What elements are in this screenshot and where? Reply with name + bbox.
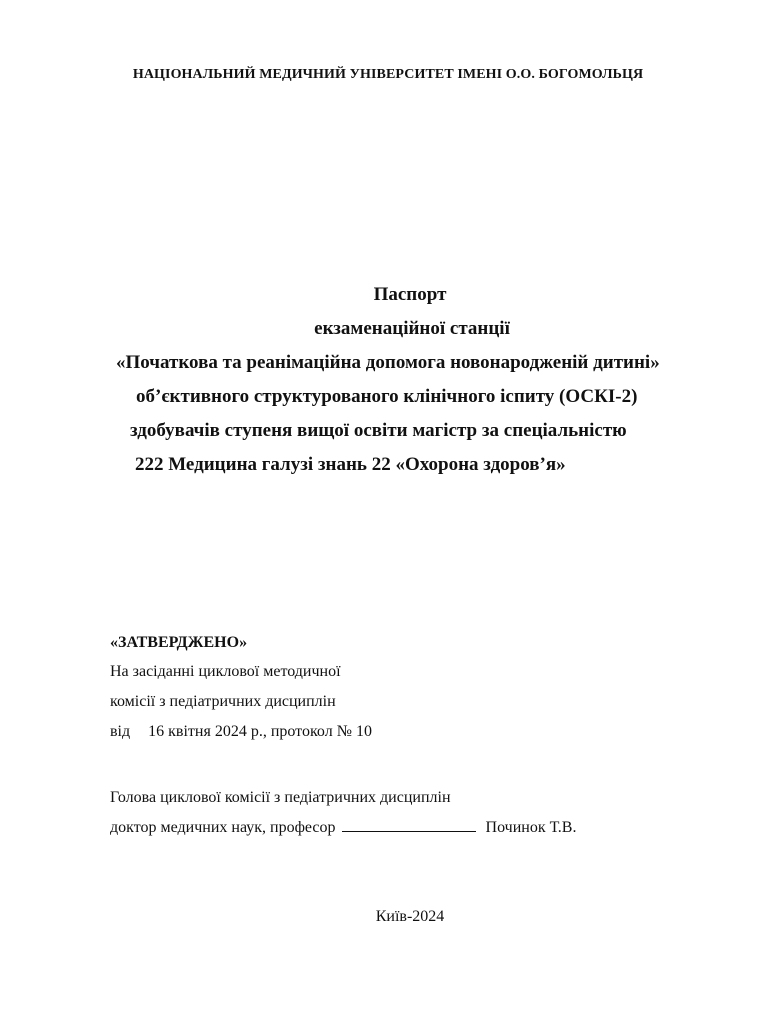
approval-date-text: 16 квітня 2024 р., протокол № 10	[148, 723, 372, 740]
head-name: Починок Т.В.	[485, 819, 577, 836]
approval-date-prefix: від	[110, 723, 131, 740]
approval-commission: комісії з педіатричних дисциплін	[110, 693, 336, 710]
title-line-exam: об’єктивного структурованого клінічного іспиту (ОСКІ-2)	[136, 386, 638, 407]
signature-blank	[342, 817, 476, 832]
head-position: Голова циклової комісії з педіатричних дисциплін	[110, 789, 451, 806]
university-name: НАЦІОНАЛЬНИЙ МЕДИЧНИЙ УНІВЕРСИТЕТ ІМЕНІ О.О. БОГОМОЛЬЦЯ	[132, 67, 644, 82]
head-signature-line	[110, 813, 730, 843]
title-line-specialty: 222 Медицина галузі знань 22 «Охорона здоров’я»	[135, 454, 566, 475]
city-year: Київ-2024	[375, 908, 445, 925]
document-title	[0, 278, 768, 482]
title-line-station-name: «Початкова та реанімаційна допомога новонародженій дитині»	[116, 352, 660, 373]
approval-block	[110, 629, 730, 747]
title-line-station: екзаменаційної станції	[314, 318, 510, 339]
approval-meeting: На засіданні циклової методичної	[110, 663, 341, 680]
commission-head-block	[110, 783, 730, 843]
title-line-passport: Паспорт	[373, 284, 447, 305]
approval-date	[110, 717, 730, 747]
head-degree: доктор медичних наук, професор	[110, 819, 336, 836]
title-line-students: здобувачів ступеня вищої освіти магістр за спеціальністю	[130, 420, 627, 441]
approved-heading: «ЗАТВЕРДЖЕНО»	[110, 634, 248, 651]
